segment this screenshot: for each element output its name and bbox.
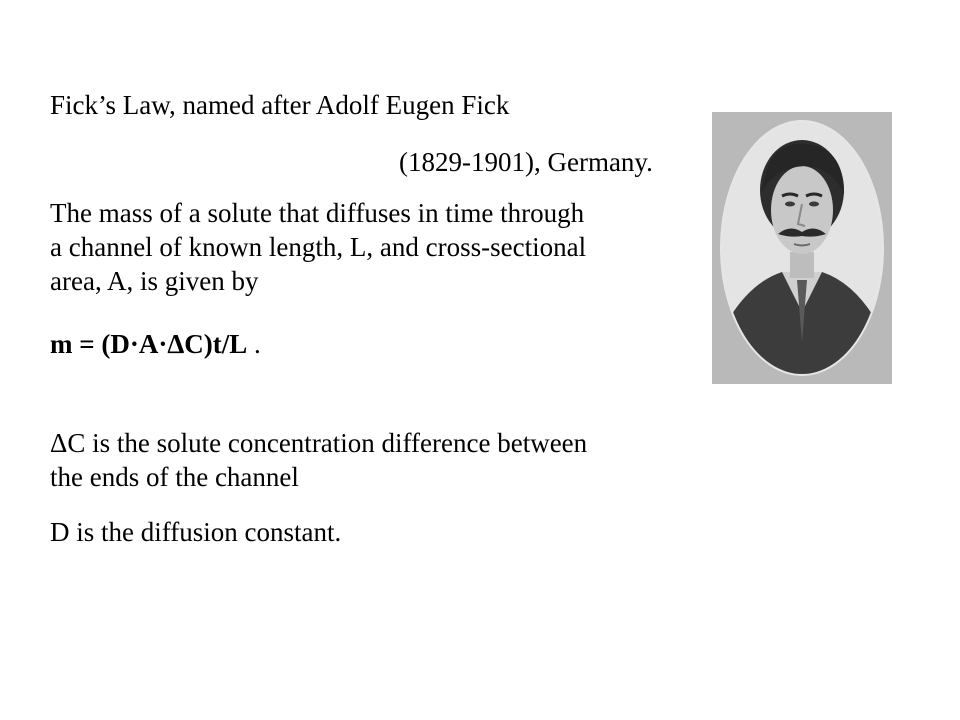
equation-suffix: . <box>247 329 261 359</box>
mass-paragraph-line: The mass of a solute that diffuses in time through <box>50 198 585 228</box>
delta-paragraph-line: the ends of the channel <box>50 462 299 492</box>
intro-line-1: Fick’s Law, named after Adolf Eugen Fick <box>50 90 510 120</box>
equation: m = (D·A·ΔC)t/L <box>50 329 248 359</box>
portrait-image <box>712 112 892 384</box>
delta-paragraph-line: ΔC is the solute concentration difference between <box>50 428 588 458</box>
mass-paragraph-line: area, A, is given by <box>50 266 259 296</box>
mass-paragraph-line: a channel of known length, L, and cross-sectional <box>50 232 587 262</box>
mass-paragraph <box>50 196 700 298</box>
diffusion-line: D is the diffusion constant. <box>50 517 342 547</box>
equation-line <box>50 327 261 361</box>
intro-line-2: (1829-1901), Germany. <box>399 147 653 177</box>
delta-paragraph <box>50 426 700 494</box>
portrait-drawing <box>712 112 892 384</box>
